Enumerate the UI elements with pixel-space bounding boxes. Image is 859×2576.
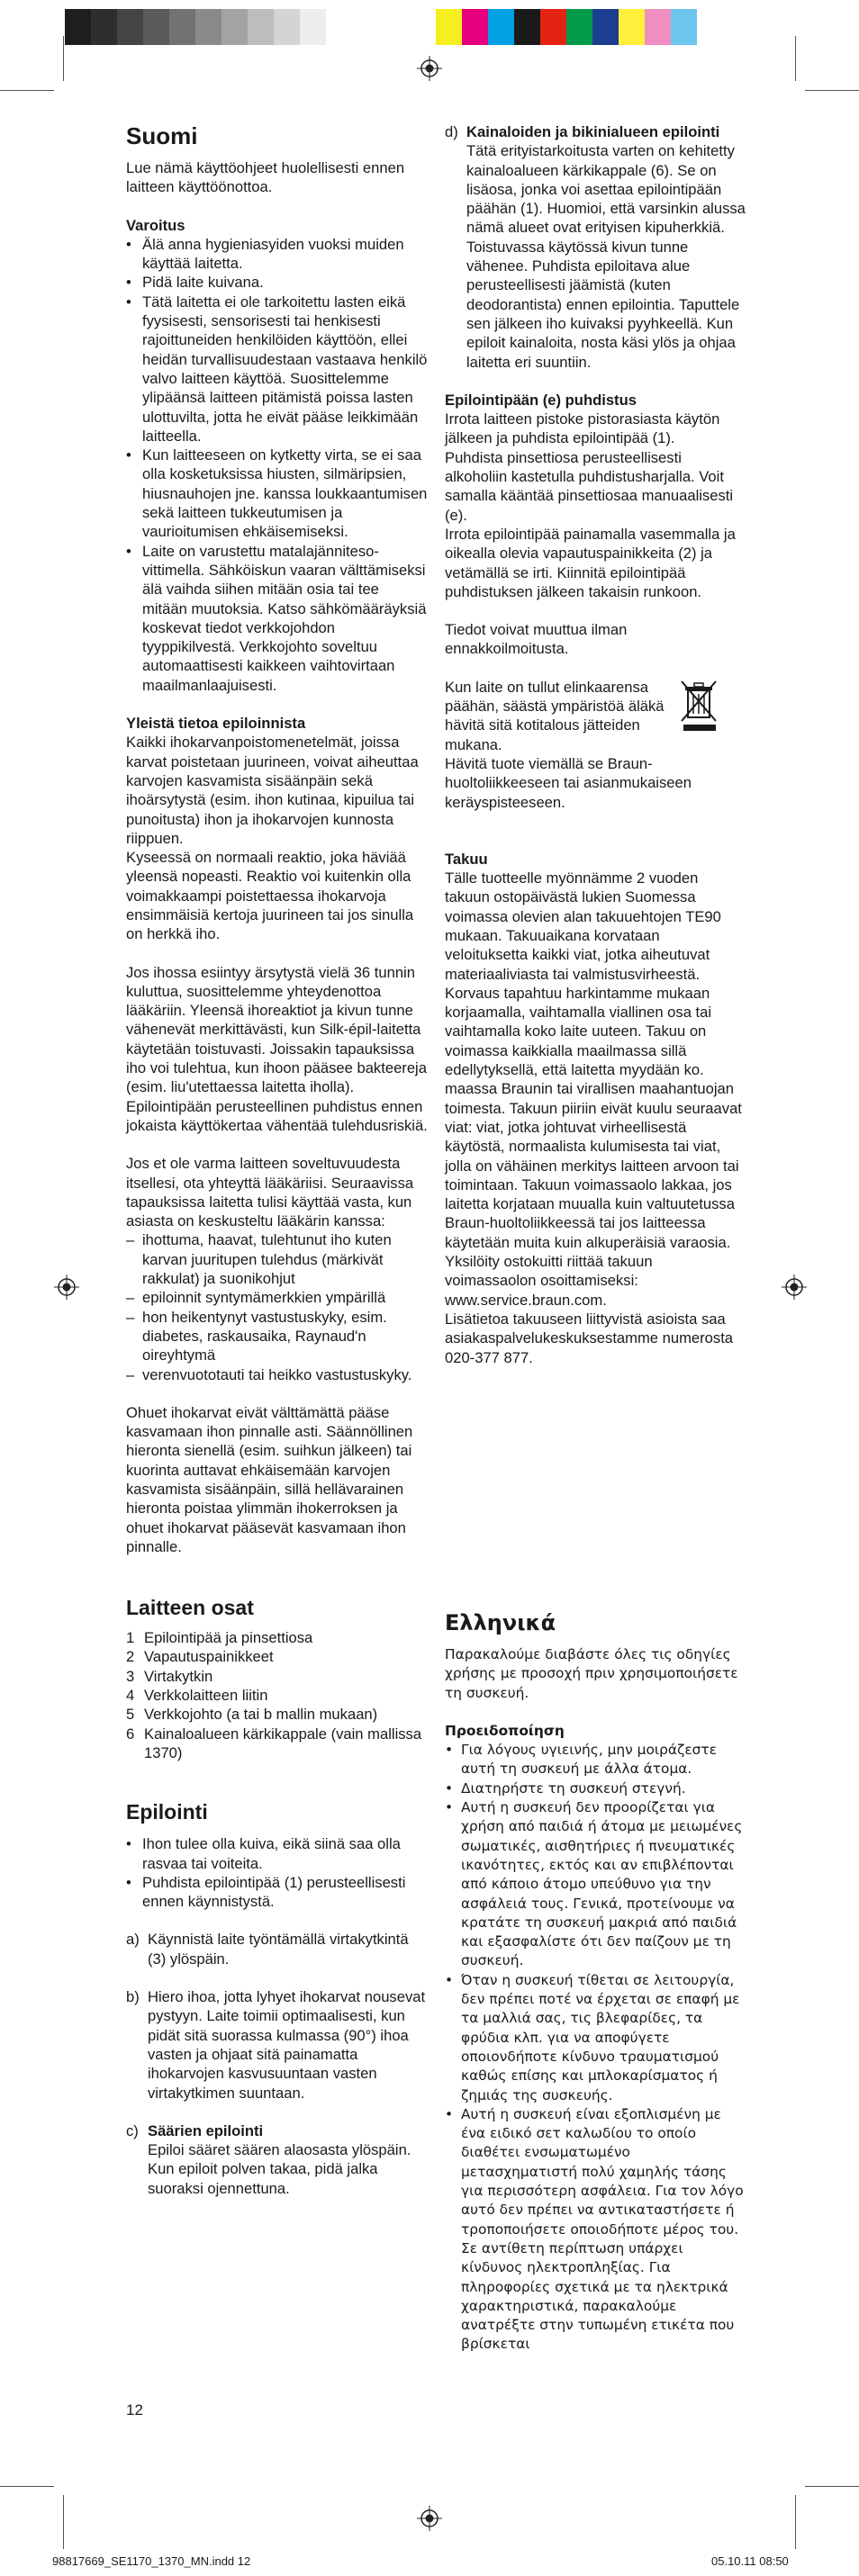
finnish-title: Suomi <box>126 122 198 149</box>
warnings-heading: Varoitus <box>126 216 185 234</box>
list-item: • Διατηρήστε τη συσκευή στεγνή. <box>445 1779 746 1798</box>
epilation-heading: Epilointi <box>126 1800 208 1824</box>
list-item: • Αυτή η συσκευή είναι εξοπλισμένη με ένα ειδικό σετ καλωδίου το οποίο διαθέτει ενσωματωμένο μετασχηματιστή πολύ χαμηλής τάσης για περισσότερη ασφάλεια. Για τον λόγο αυτό δεν πρέπει να αντικαταστήσετε ή τροποποιήσετε οποιοδήποτε μέρος του. Σε αντίθετη περίπτωση υπάρχει κίνδυνος ηλεκτροπληξίας. Για πληροφορίες σχετικά με τα ηλεκτρικά χαρακτηριστικά, παρακαλούμε ανατρέξτε στην τυπωμένη ετικέτα που βρίσκεται <box>445 2105 746 2355</box>
gray-swatch <box>91 9 117 45</box>
paragraph: Kaikki ihokarvanpoistomenetelmät, joissa karvat poistetaan juurineen, voivat aiheuttaa karvojen kasvamista sisäänpäin sekä ihoärsytystä (esim. ihon kutinaa, kipuilua tai punoitusta) ihon ja ihokarvojen kunnosta riippuen. <box>126 734 419 847</box>
list-item: 2 Vapautuspainikkeet <box>126 1648 274 1666</box>
color-swatch <box>592 9 619 45</box>
paragraph: Lisätietoa takuuseen liittyvistä asioista saa asiakaspalvelukeskuksestamme numerosta 020-377 877. <box>445 1310 734 1366</box>
list-item: • Tätä laitetta ei ole tarkoitettu lasten eikä fyysisesti, sensorisesti tai henkisesti rajoittuneiden henkilöiden käyttöön, ellei heidän turvallisuudestaan vastaava henkilö valvo laitteen käyttöä. Suosittelemme ylipäänsä laitteen pitämistä poissa lasten ulottuvilta, jotta he eivät pääse leikkimään laitteella. <box>126 293 428 446</box>
warnings-list <box>126 235 428 695</box>
step-b: b) Hiero ihoa, jotta lyhyet ihokarvat nousevat pystyyn. Laite toimii optimaalisesti, kun pidät sitä suorassa kulmassa (90°) ihoa vasten ja ohjaat sitä painamatta ihokarvojen kasvusuuntaan vasten virtakytkimen suuntaan. <box>126 1988 426 2102</box>
paragraph: Tälle tuotteelle myönnämme 2 vuoden takuun ostopäivästä lukien Suomessa voimassa olevien alan takuuehtojen TE90 mukaan. Takuuaikana korvataan veloituksetta kaikki viat, jotka aiheutuvat materiaaliviasta tai valmistusvirheestä. Korvaus tapahtuu harkintamme mukaan korjaamalla, vaihtamalla viallinen osa tai vaihtamalla koko laite uuteen. Takuu on voimassa kaikkialla maailmassa sillä edellytyksellä, että laitetta myydään ko. maassa Braunin tai virallisen maahantuojan toimesta. Takuun piiriin eivät kuulu seuraavat viat: viat, jotka johtuvat virheellisestä käytöstä, normaalista kulumisesta tai viat, jolla on vähäinen merkitys laitteen arvoon tai toimintaan. Takuun voimassaolo lakkaa, jos laitetta korjataan muualla kuin valtuutetussa Braun-huoltoliikkeessä tai jos laitteessa käytetään muita kuin alkuperäisiä varaosia. <box>445 869 742 1251</box>
page-number: 12 <box>126 2401 143 2418</box>
registration-mark-icon <box>417 2506 442 2531</box>
paragraph: Puhdista pinsettiosa perusteellisesti alkoholiin kastetulla puhdistusharjalla. Voit samalla kääntää pinsettiosaa manuaalisesti (e). <box>445 448 734 524</box>
step-c: c) Säärien epilointi Epiloi sääret säären alaosasta ylöspäin. Kun epiloit polven takaa, pidä jalka suoraksi ojennettuna. <box>126 2121 411 2197</box>
gray-swatch <box>169 9 195 45</box>
date-time: 05.10.11 08:50 <box>711 2554 789 2568</box>
crop-mark <box>0 90 54 91</box>
registration-mark-icon <box>417 56 442 81</box>
disposal-block <box>445 678 746 812</box>
finnish-right-column <box>445 122 746 1367</box>
greek-title: Ελληνικά <box>445 1610 556 1635</box>
greek-column <box>445 1609 746 2355</box>
general-info-heading: Yleistä tietoa epiloinnista <box>126 715 306 733</box>
warranty-heading: Takuu <box>445 850 488 868</box>
greek-intro: Παρακαλούμε διαβάστε όλες τις οδηγίες χρήσης με προσοχή πριν χρησιμοποιήσετε τη συσκευή. <box>445 1646 738 1701</box>
crop-mark <box>63 2495 64 2549</box>
color-swatch <box>514 9 540 45</box>
paragraph: Jos ihossa esiintyy ärsytystä vielä 36 tunnin kuluttua, suosittelemme yhteydenottoa lääkäriin. Yleensä ihoreaktiot ja kivun tunne vähenevät merkittävästi, kun Silk-épil-laitetta käytetään toistuvasti. Joissakin tapauksissa iho voi tulehtua, kun ihoon pääsee bakteereja (esim. liu'utettaessa laitetta iholla). Epilointipään perusteellinen puhdistus ennen jokaista käyttökertaa vähentää tulehdusriskiä. <box>126 963 428 1134</box>
paragraph: Jos et ole varma laitteen soveltuvuudesta itsellesi, ota yhteyttä lääkäriisi. Seuraavissa tapauksissa laitetta tulisi käyttää vasta, kun asiasta on keskusteltu lääkärin kanssa: <box>126 1155 414 1230</box>
list-item: – epiloinnit syntymämerkkien ympärillä <box>126 1288 428 1307</box>
list-item: • Αυτή η συσκευή δεν προορίζεται για χρήση από παιδιά ή άτομα με μειωμένες σωματικές, αισθητήριες ή πνευματικές ικανότητες, εκτός και αν επιβλέπονται από κάποιο άτομο υπεύθυνο για την ασφάλειά τους. Γενικά, προτείνουμε να κρατάτε τη συσκευή μακριά από παιδιά και εξασφαλίστε ότι δεν παίζουν με τη συσκευή. <box>445 1798 746 1971</box>
color-swatch <box>540 9 566 45</box>
list-item: • Laite on varustettu matalajänniteso-vittimella. Sähköiskun vaaran välttämiseksi älä vaihda siihen mitään osia tai tee mitään muutoksia. Katso sähkömääräyksiä koskevat tiedot verkkojohdon tyyppikilvestä. Verkkojohto soveltuu automaattisesti kaikkeen vaihtovirtaan maailmanlaajuisesti. <box>126 542 428 695</box>
finnish-left-column <box>126 122 428 2198</box>
gray-swatch <box>222 9 248 45</box>
paragraph: Ohuet ihokarvat eivät välttämättä pääse kasvamaan ihon pinnalle asti. Säännöllinen hieronta sienellä (esim. suihkun jälkeen) tai kuorinta auttavat ehkäisemään karvojen kasvamista sisäänpäin, sillä hellävarainen hieronta poistaa ylimmän ihokerroksen ja ohuet ihokarvat pääsevät kasvamaan ihon pinnalle. <box>126 1403 413 1555</box>
color-swatch <box>488 9 514 45</box>
crossed-out-bin-icon <box>680 678 719 732</box>
color-swatch <box>462 9 488 45</box>
cleaning-heading: Epilointipään (e) puhdistus <box>445 391 637 409</box>
color-swatch <box>436 9 462 45</box>
list-item: • Όταν η συσκευή τίθεται σε λειτουργία, δεν πρέπει ποτέ να έρχεται σε επαφή με τα μαλλιά σας, τις βλεφαρίδες, τα φρύδια κλπ. για να αποφύγετε οποιονδήποτε κίνδυνο τραυματισμού καθώς επίσης και μπλοκαρίσματος ή ζημιάς της συσκευής. <box>445 1971 746 2105</box>
list-item: • Puhdista epilointipää (1) perusteellisesti ennen käynnistystä. <box>126 1873 428 1912</box>
registration-mark-icon <box>54 1274 79 1300</box>
paragraph: Hävitä tuote viemällä se Braun-huoltoliikkeeseen tai asianmukaiseen keräyspisteeseen. <box>445 754 692 811</box>
step-a: a) Käynnistä laite työntämällä virtakytkintä (3) ylöspäin. <box>126 1931 409 1968</box>
greek-warnings-heading: Προειδοποίηση <box>445 1722 565 1739</box>
crop-mark <box>795 2495 796 2549</box>
gray-swatch <box>300 9 326 45</box>
greek-warnings-list <box>445 1741 746 2355</box>
color-swatch <box>645 9 671 45</box>
gray-swatch <box>195 9 222 45</box>
list-item: – verenvuototauti tai heikko vastustuskyky. <box>126 1365 428 1384</box>
gray-swatch <box>65 9 91 45</box>
crop-mark <box>63 36 64 81</box>
gray-swatch <box>274 9 300 45</box>
list-item: 6 Kainaloalueen kärkikappale (vain mallissa 1370) <box>126 1725 422 1761</box>
parts-list <box>126 1628 428 1762</box>
crop-mark <box>805 2486 859 2487</box>
list-item: • Kun laitteeseen on kytketty virta, se ei saa olla kosketuksissa hiusten, silmäripsien, hiusnauhojen jne. kanssa loukkaantumisen sekä laitteen tukkeutumisen ja vaurioitumisen ehkäisemiseksi. <box>126 446 428 541</box>
list-item: • Älä anna hygieniasyiden vuoksi muiden käyttää laitetta. <box>126 235 428 274</box>
crop-mark <box>805 90 859 91</box>
list-item: – ihottuma, haavat, tulehtunut iho kuten karvan juuritupen tulehdus (märkivät rakkulat) ja suonikohjut <box>126 1230 428 1288</box>
list-item: – hon heikentynyt vastustuskyky, esim. diabetes, raskausaika, Raynaud'n oireyhtymä <box>126 1308 428 1365</box>
color-swatch <box>619 9 645 45</box>
conditions-list <box>126 1230 428 1383</box>
paragraph: Yksilöity ostokuitti riittää takuun voimassaolon osoittamiseksi: www.service.braun.com. <box>445 1253 653 1309</box>
list-item: • Για λόγους υγιεινής, μην μοιράζεστε αυτή τη συσκευή με άλλα άτομα. <box>445 1741 746 1779</box>
paragraph: Irrota epilointipää painamalla vasemmalla ja oikealla olevia vapautuspainikkeita (2) ja vetämällä se irti. Kiinnitä epilointipää puhdistuksen jälkeen takaisin runkoon. <box>445 525 736 600</box>
crop-mark <box>795 36 796 81</box>
paragraph: Kyseessä on normaali reaktio, joka häviää yleensä nopeasti. Reaktio voi kuitenkin olla voimakkaampi poistettaessa ihokarvoja ensimmäisiä kertoja juurineen tai jos sinulla on herkkä iho. <box>126 849 414 943</box>
file-name: 98817669_SE1170_1370_MN.indd 12 <box>52 2554 251 2568</box>
list-item: • Pidä laite kuivana. <box>126 273 428 292</box>
list-item: 3 Virtakytkin <box>126 1667 213 1685</box>
list-item: 1 Epilointipää ja pinsettiosa <box>126 1629 313 1647</box>
parts-heading: Laitteen osat <box>126 1596 254 1620</box>
list-item: • Ihon tulee olla kuiva, eikä siinä saa olla rasvaa tai voiteita. <box>126 1834 428 1873</box>
gray-swatch <box>248 9 274 45</box>
paragraph: Irrota laitteen pistoke pistorasiasta käytön jälkeen ja puhdista epilointipää (1). <box>445 410 720 447</box>
paragraph: Kun laite on tullut elinkaarensa päähän, säästä ympäristöä äläkä hävitä sitä kotitalous jätteiden mukana. <box>445 678 665 753</box>
color-swatch <box>671 9 697 45</box>
color-swatch <box>566 9 592 45</box>
gray-swatch <box>117 9 143 45</box>
list-item: 5 Verkkojohto (a tai b mallin mukaan) <box>126 1706 378 1724</box>
crop-mark <box>0 2486 54 2487</box>
finnish-intro: Lue nämä käyttöohjeet huolellisesti ennen laitteen käyttöönottoa. <box>126 159 405 196</box>
list-item: 4 Verkkolaitteen liitin <box>126 1687 268 1705</box>
epilation-list <box>126 1834 428 1911</box>
registration-mark-icon <box>782 1274 807 1300</box>
gray-swatch <box>143 9 169 45</box>
step-d: d) Kainaloiden ja bikinialueen epilointi Tätä erityistarkoitusta varten on kehitetty kainaloalueen kärkikappale (6). Se on lisäosa, jonka voi asettaa epilointipään päähän (1). Huomioi, että varsinkin alussa nämä alueet ovat erityisen kipuherkkiä. Toistuvassa käytössä kivun tunne vähenee. Puhdista epiloitava alue perusteellisesti jäämistä (kuten deodorantista) ennen epilointia. Taputtele sen jälkeen iho kuivaksi pyyhkeellä. Kun epiloit kainaloita, nosta käsi ylös ja ohjaa laitetta eri suuntiin. <box>445 123 746 371</box>
paragraph: Tiedot voivat muuttua ilman ennakkoilmoitusta. <box>445 621 628 658</box>
